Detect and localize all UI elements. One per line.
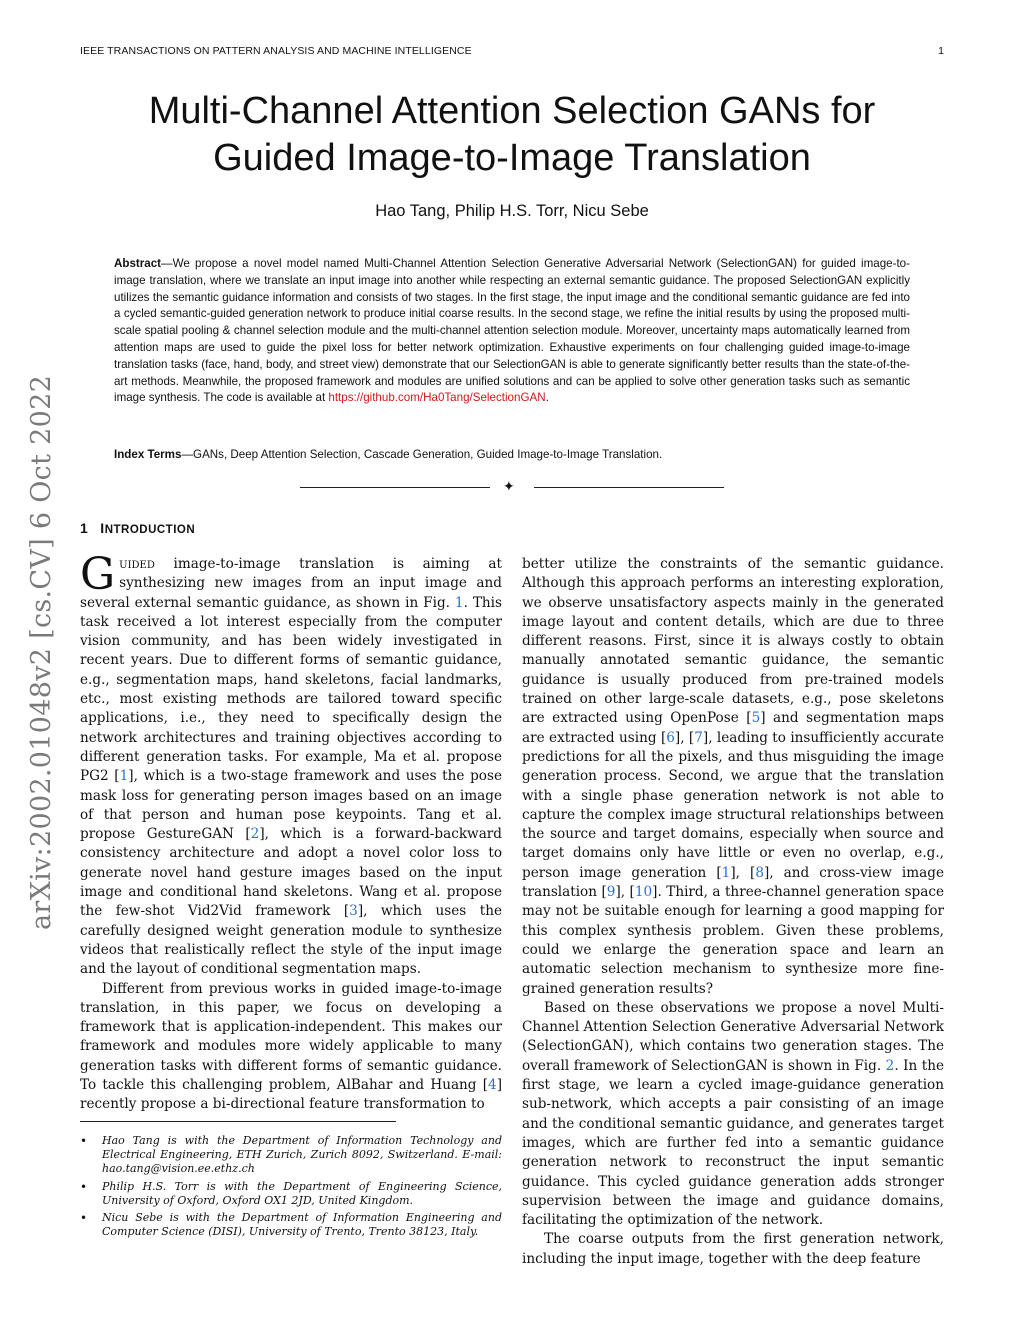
left-column: [80, 549, 502, 1115]
text: ], which uses the carefully designed weight generation module to synthesize videos that realistically reflect the style of the input image and the layout of conditional segmentation maps.: [80, 903, 502, 978]
section-number: 1: [80, 520, 89, 536]
footnote: [80, 1211, 502, 1239]
text: ] and segmentation maps are extracted using [: [522, 710, 944, 746]
citation-ref[interactable]: 1: [721, 864, 731, 881]
abstract-text: —We propose a novel model named Multi-Channel Attention Selection Generative Adversarial Network (SelectionGAN) for guided image-to-image translation, where we translate an input image into another while respecting an external semantic guidance. The proposed SelectionGAN explicitly utilizes the semantic guidance information and consists of two stages. In the first stage, the input image and the conditional semantic guidance are fed into a cycled semantic-guided generation network to produce initial coarse results. In the second stage, we refine the initial results by using the proposed multi-scale spatial pooling & channel selection module and the multi-channel attention selection module. Moreover, uncertainty maps automatically learned from attention maps are used to guide the pixel loss for better network optimization. Exhaustive experiments on four challenging guided image-to-image translation tasks (face, hand, body, and street view) demonstrate that our SelectionGAN is able to generate significantly better results than the state-of-the-art methods. Meanwhile, the proposed framework and modules are unified solutions and can be applied to solve other generation tasks such as semantic image synthesis. The code is available at: [114, 257, 910, 405]
text: ], [: [730, 864, 756, 881]
footnote-rule: [80, 1121, 396, 1122]
text: ], and cross-view image translation [: [522, 864, 944, 901]
footnote-text: Philip H.S. Torr is with the Department of Engineering Science, University of Oxford, Oxford OX1 2JD, United Kingdom.: [102, 1179, 502, 1207]
text: Different from previous works in guided image-to-image translation, in this paper, we focus on developing a framework that is application-independent. This makes our framework and modules more widely applicable to many generation tasks with different forms of semantic guidance. To tackle this challenging problem, AlBahar and Huang [: [80, 980, 502, 1094]
paragraph: [522, 555, 944, 999]
text: Based on these observations we propose a novel Multi-Channel Attention Selection Generative Adversarial Network (SelectionGAN), which contains two generation stages. The overall framework of SelectionGAN is shown in Fig.: [522, 999, 944, 1074]
section-title-rest: NTRODUCTION: [104, 524, 196, 536]
title-line-2: Guided Image-to-Image Translation: [213, 137, 811, 179]
abstract: [114, 256, 910, 407]
citation-ref[interactable]: 7: [694, 729, 703, 746]
bullet-icon: •: [80, 1134, 88, 1148]
title-line-1: Multi-Channel Attention Selection GANs for: [148, 90, 876, 132]
paragraph: The coarse outputs from the first generation network, including the input image, together with the deep feature: [522, 1231, 944, 1267]
index-terms: [114, 447, 910, 463]
paragraph: [522, 999, 944, 1231]
code-link[interactable]: https://github.com/Ha0Tang/SelectionGAN: [328, 391, 546, 405]
arxiv-stamp: arXiv:2002.01048v2 [cs.CV] 6 Oct 2022: [26, 374, 57, 930]
page-number: 1: [938, 45, 944, 57]
text: ], [: [674, 729, 695, 746]
abstract-end: .: [545, 391, 549, 405]
text: . This task received a lot interest especially from the computer vision community, and has been widely investigated in recent years. Due to different forms of semantic guidance, e.g., segmentation maps, hand skeletons, facial landmarks, etc., most existing methods are tailored toward specific applications, i.e., they need to specifically design the network architectures and training objectives according to different generation tasks. For example, Ma et al. propose PG2 [: [80, 594, 502, 785]
footnote: [80, 1134, 502, 1177]
section-heading: [80, 520, 195, 536]
citation-ref[interactable]: 10: [634, 884, 653, 901]
citation-ref[interactable]: 5: [751, 710, 761, 727]
right-column: [522, 555, 944, 1269]
divider-line-left: [300, 487, 490, 488]
citation-ref[interactable]: 1: [119, 768, 129, 785]
text: . In the first stage, we learn a cycled image-guidance generation sub-network, which accepts a pair consisting of an image and the conditional semantic guidance, and generates target images, which are further fed into a semantic guidance generation network to reconstruct the input semantic guidance. This cycled guidance generation adds stronger supervision between the image and guidance domains, facilitating the optimization of the network.: [522, 1057, 944, 1229]
section-divider: [300, 481, 724, 495]
bullet-icon: •: [80, 1179, 88, 1194]
citation-ref[interactable]: 2: [250, 826, 260, 843]
index-terms-label: Index Terms: [114, 448, 182, 461]
index-terms-text: —GANs, Deep Attention Selection, Cascade Generation, Guided Image-to-Image Translation.: [181, 448, 663, 461]
drop-cap: G: [80, 549, 116, 600]
text: ] recently propose a bi-directional feature transformation to: [80, 1077, 502, 1113]
citation-ref[interactable]: 8: [755, 864, 764, 881]
text: ]. Third, a three-channel generation space may not be suitable enough for learning a good mapping for this complex synthesis problem. Given these problems, could we enlarge the generation space and learn an automatic selection mechanism to synthesize more fine-grained generation results?: [522, 884, 945, 997]
footnote-text: Nicu Sebe is with the Department of Information Engineering and Computer Science (DISI), University of Trento, Trento 38123, Italy.: [102, 1211, 502, 1239]
paper-title: [80, 88, 944, 182]
divider-ornament-icon: ✦: [503, 479, 515, 495]
citation-ref[interactable]: 4: [488, 1077, 497, 1094]
smallcaps-word: uided: [119, 556, 155, 572]
citation-ref[interactable]: 9: [606, 884, 616, 901]
fig-ref[interactable]: 2: [885, 1057, 895, 1074]
section-title-initial: I: [100, 520, 105, 536]
abstract-label: Abstract: [114, 257, 162, 270]
footnotes: [80, 1134, 502, 1242]
text: image-to-image translation is aiming at synthesizing new images from an input image and several external semantic guidance, as shown in Fig.: [80, 556, 502, 611]
footnote-text: Hao Tang is with the Department of Information Technology and Electrical Engineering, ETH Zurich, Zurich 8092, Switzerland. E-mail: hao.tang@vision.ee.ethz.ch: [102, 1134, 502, 1176]
authors: Hao Tang, Philip H.S. Torr, Nicu Sebe: [375, 202, 649, 220]
paragraph: [80, 549, 502, 980]
paragraph: [80, 980, 502, 1115]
footnote: [80, 1180, 502, 1208]
fig-ref[interactable]: 1: [454, 594, 464, 611]
bullet-icon: •: [80, 1211, 88, 1226]
divider-line-right: [534, 487, 724, 488]
citation-ref[interactable]: 3: [349, 903, 358, 920]
text: ], [: [615, 884, 635, 901]
text: ], which is a forward-backward consistency architecture and adopt a novel color loss to generate novel hand gesture images based on the input image and conditional hand skeletons. Wang et al. propose the few-shot Vid2Vid framework [: [80, 826, 502, 920]
running-head: IEEE TRANSACTIONS ON PATTERN ANALYSIS AND MACHINE INTELLIGENCE: [80, 45, 472, 57]
text: better utilize the constraints of the semantic guidance. Although this approach performs an interesting exploration, we observe unsatisfactory aspects mainly in the generated image layout and content details, which are due to three different reasons. First, since it is always costly to obtain manually annotated semantic guidance, the semantic guidance is usually produced from pre-trained models trained on other large-scale datasets, e.g., pose skeletons are extracted using OpenPose [: [522, 556, 944, 727]
text: ], leading to insufficiently accurate predictions for all the pixels, and thus misguiding the image generation process. Second, we argue that the translation with a single phase generation network is not able to capture the complex image structural relationships between the source and target domains, especially when source and target domains only have little or even no overlap, e.g., person image generation [: [522, 729, 944, 881]
citation-ref[interactable]: 6: [666, 729, 675, 746]
text: ], which is a two-stage framework and uses the pose mask loss for generating person images based on an image of that person and human pose keypoints. Tang et al. propose GestureGAN [: [80, 768, 502, 843]
